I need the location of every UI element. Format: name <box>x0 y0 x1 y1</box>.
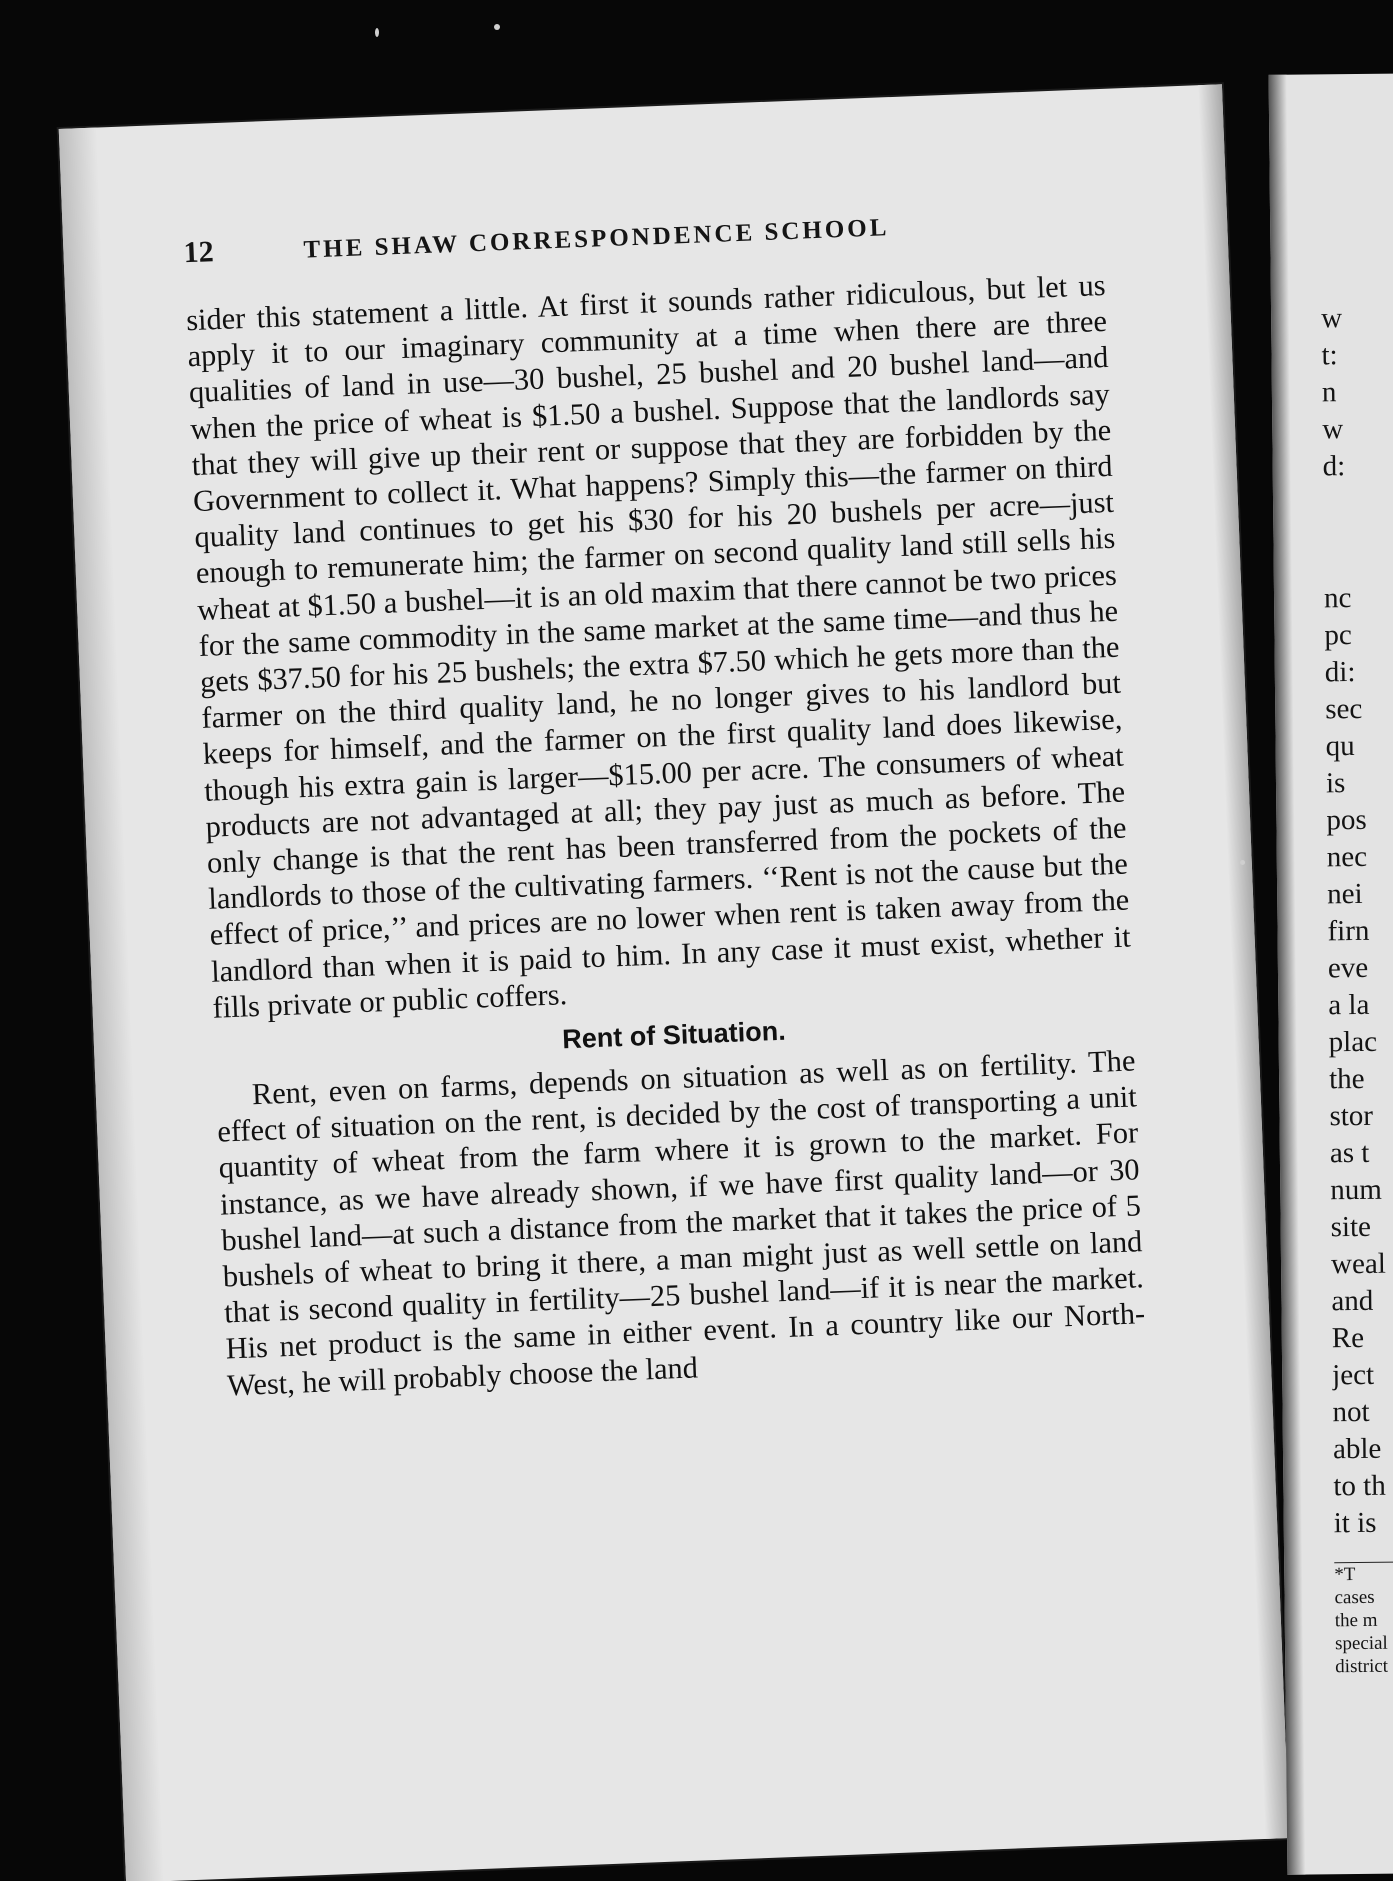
fragment-line: it is <box>1333 1506 1377 1540</box>
scan-dust-speck <box>375 28 379 37</box>
fragment-line: pos <box>1326 803 1367 837</box>
fragment-line: nc <box>1323 582 1352 615</box>
fragment-line: site <box>1330 1210 1372 1244</box>
fragment-line: sec <box>1325 692 1363 726</box>
fragment-line: w <box>1322 413 1344 446</box>
fragment-line: to th <box>1333 1469 1386 1503</box>
fragment-line: not <box>1332 1395 1370 1429</box>
fragment-line: qu <box>1325 730 1355 763</box>
left-book-page <box>59 84 1290 1881</box>
section-heading: Rent of Situation. <box>561 1015 787 1055</box>
facing-page-text-fragments <box>1321 299 1393 1678</box>
running-head-title: THE SHAW CORRESPONDENCE SCHOOL <box>303 214 890 264</box>
fragment-line: t: <box>1321 339 1338 372</box>
fragment-line: w <box>1320 302 1343 335</box>
fragment-line: a la <box>1328 988 1370 1022</box>
fragment-line: nei <box>1326 877 1363 911</box>
fragment-line: eve <box>1327 951 1369 985</box>
fragment-line: and <box>1331 1284 1374 1318</box>
fragment-line: firn <box>1327 914 1370 948</box>
facing-footnote-fragments <box>1334 1562 1393 1678</box>
fragment-line: n <box>1321 376 1337 409</box>
fragment-line: as t <box>1329 1136 1370 1170</box>
footnote-fragment: special <box>1334 1632 1388 1655</box>
page-body <box>185 267 1147 1403</box>
running-head <box>183 202 1084 271</box>
right-facing-page-edge <box>1269 73 1393 1875</box>
fragment-line: pc <box>1324 619 1352 652</box>
fragment-line: num <box>1330 1173 1382 1207</box>
fragment-line: d: <box>1322 450 1346 483</box>
paragraph-rent-and-price: sider this statement a little. At first it sounds rather ridiculous, but let us apply it to our imaginary community at a time when there are three qualities of land in use—30 bushel, 25 bushel and 20 bushel land—and when the price of wheat is $1.50 a bushel. Suppose that the landlords say that they will give up their rent or suppose that they are forbidden by the Government to collect it. What happens? Simply this—the farmer on third quality land continues to get his $30 for his 20 bushels per acre—just enough to remunerate him; the farmer on second quality land still sells his wheat at $1.50 a bushel—it is an old maxim that there cannot be two prices for the same commodity in the same market at the same time—and thus he gets $37.50 for his 25 bushels; the extra $7.50 which he gets more than the farmer on the third quality land, he no longer gives to his landlord but keeps for himself, and the farmer on the first quality land does likewise, though his extra gain is larger—$15.00 per acre. The consumers of wheat products are not advantaged at all; they pay just as much as before. The only change is that the rent has been transferred from the pockets of the landlords to those of the cultivating farmers. ‘‘Rent is not the cause but the effect of price,’’ and prices are no lower when rent is taken away from the landlord than when it is paid to him. In any case it must exist, whether it fills private or public coffers. <box>185 267 1132 1025</box>
footnote-fragment: cases <box>1334 1586 1375 1609</box>
fragment-line: Re <box>1331 1321 1365 1355</box>
fragment-gap <box>1323 484 1393 580</box>
facing-middle-fragments <box>1324 579 1393 1542</box>
fragment-line: di: <box>1324 656 1356 689</box>
fragment-line: ject <box>1332 1358 1375 1392</box>
fragment-line: nec <box>1326 840 1368 874</box>
scan-dust-speck <box>494 24 500 30</box>
facing-top-fragments <box>1321 299 1393 485</box>
fragment-line: plac <box>1328 1025 1378 1059</box>
fragment-line: able <box>1332 1432 1382 1466</box>
fragment-line: the <box>1328 1062 1365 1096</box>
footnote-fragment: district <box>1335 1655 1389 1678</box>
footnote-fragment: the m <box>1334 1609 1378 1632</box>
page-number: 12 <box>182 235 215 270</box>
footnote-fragment: *T <box>1334 1564 1356 1586</box>
fragment-line: is <box>1325 767 1346 800</box>
fragment-line: weal <box>1330 1247 1386 1281</box>
fragment-line: stor <box>1329 1099 1374 1133</box>
paragraph-rent-of-situation: Rent, even on farms, depends on situation as well as on fertility. The effect of situation on the rent, is decided by the cost of transporting a unit quantity of wheat from the farm where it is grown to the market. For instance, as we have already shown, if we have first quality land—or 30 bushel land—at such a distance from the market that it takes the price of 5 bushels of wheat to bring it there, a man might just as well settle on land that is second quality in fertility—25 bushel land—if it is near the market. His net product is the same in either event. In a country like our North-West, he will probably choose the land <box>216 1043 1146 1403</box>
scan-dust-speck <box>1240 860 1245 865</box>
